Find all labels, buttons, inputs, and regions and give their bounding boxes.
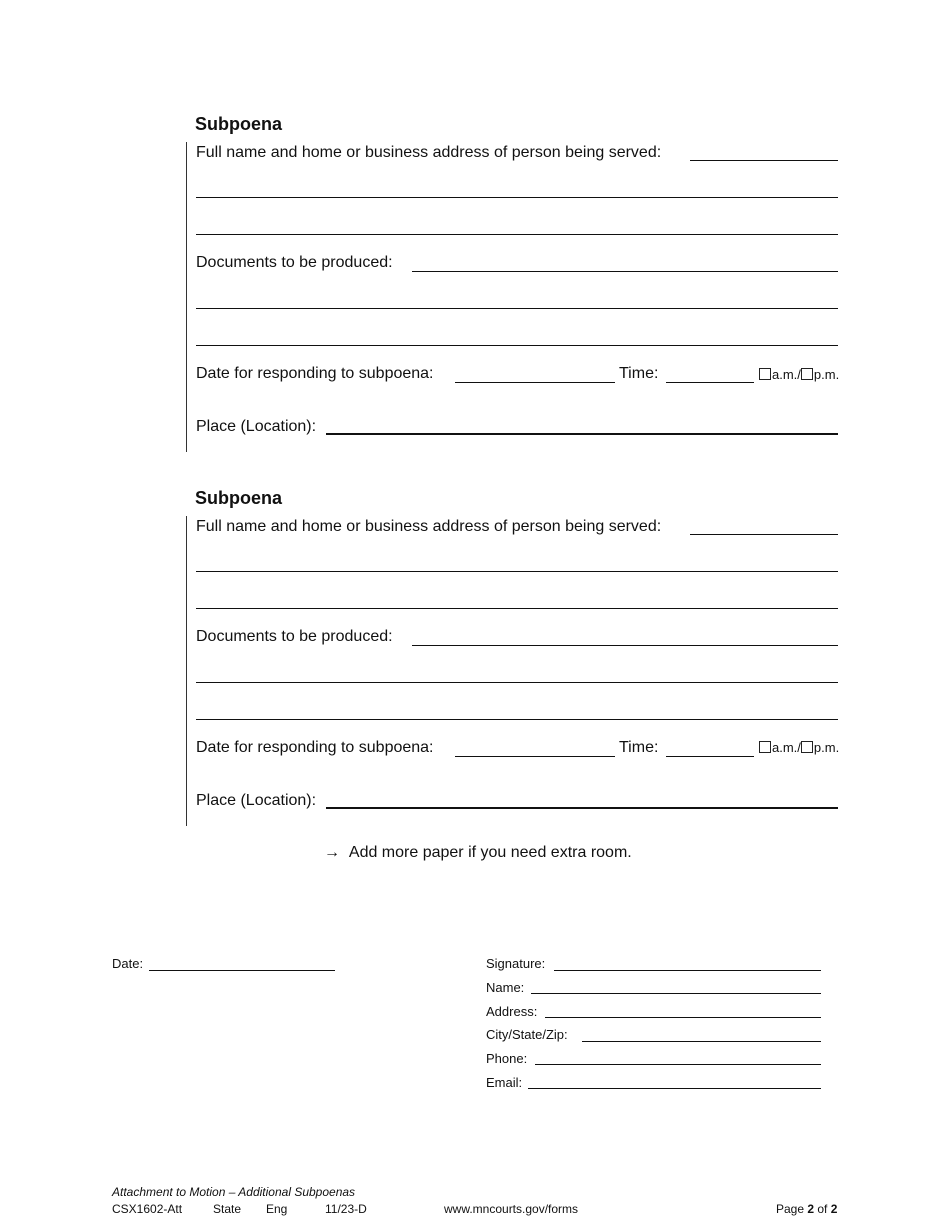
email-label: Email: (486, 1075, 523, 1090)
served-field-line-3[interactable] (196, 234, 838, 235)
served-field-line-3[interactable] (196, 608, 838, 609)
page-of: of (814, 1202, 831, 1216)
date-label: Date: (112, 956, 144, 971)
name-label: Name: (486, 980, 525, 995)
documents-field-line-3[interactable] (196, 345, 838, 346)
phone-field-line[interactable] (535, 1064, 821, 1065)
page-current: 2 (807, 1202, 815, 1216)
footer-website-link[interactable]: www.mncourts.gov/forms (444, 1202, 579, 1216)
city-state-zip-field-line[interactable] (582, 1041, 821, 1042)
pm-checkbox[interactable] (801, 741, 813, 753)
documents-field-line-3[interactable] (196, 719, 838, 720)
signature-field-line[interactable] (554, 970, 821, 971)
am-checkbox[interactable] (759, 741, 771, 753)
am-label: a.m./ (772, 367, 801, 382)
footer-form-title: Attachment to Motion – Additional Subpoenas (112, 1185, 356, 1199)
address-label: Address: (486, 1004, 538, 1019)
documents-label: Documents to be produced: (196, 254, 393, 271)
pm-checkbox[interactable] (801, 368, 813, 380)
served-label: Full name and home or business address of person being served: (196, 518, 662, 535)
am-pm-options (759, 740, 839, 756)
subpoena-heading: Subpoena (195, 114, 283, 134)
served-field-line-2[interactable] (196, 571, 838, 572)
footer-revision: 11/23-D (325, 1202, 367, 1216)
time-field-line[interactable] (666, 756, 754, 757)
email-field-line[interactable] (528, 1088, 821, 1089)
footer-form-code: CSX1602-Att (112, 1202, 183, 1216)
place-label: Place (Location): (196, 418, 317, 435)
served-field-line-1[interactable] (690, 534, 838, 535)
phone-label: Phone: (486, 1051, 528, 1066)
footer-language: Eng (266, 1202, 288, 1216)
time-label: Time: (619, 365, 659, 382)
signature-label: Signature: (486, 956, 546, 971)
section-bar (186, 516, 187, 826)
documents-field-line-2[interactable] (196, 308, 838, 309)
place-field-line[interactable] (326, 433, 838, 435)
place-field-line[interactable] (326, 807, 838, 809)
time-field-line[interactable] (666, 382, 754, 383)
address-field-line[interactable] (545, 1017, 821, 1018)
name-field-line[interactable] (531, 993, 821, 994)
pm-label: p.m. (813, 367, 840, 382)
date-field-line[interactable] (149, 970, 335, 971)
date-label: Date for responding to subpoena: (196, 739, 434, 756)
documents-label: Documents to be produced: (196, 628, 393, 645)
served-label: Full name and home or business address of person being served: (196, 144, 662, 161)
note-text: Add more paper if you need extra room. (348, 844, 632, 861)
served-field-line-1[interactable] (690, 160, 838, 161)
place-label: Place (Location): (196, 792, 317, 809)
time-label: Time: (619, 739, 659, 756)
am-label: a.m./ (772, 740, 801, 755)
am-checkbox[interactable] (759, 368, 771, 380)
subpoena-heading: Subpoena (195, 488, 283, 508)
date-field-line[interactable] (455, 382, 615, 383)
page-prefix: Page (776, 1202, 808, 1216)
pm-label: p.m. (813, 740, 840, 755)
city-state-zip-label: City/State/Zip: (486, 1027, 568, 1042)
date-label: Date for responding to subpoena: (196, 365, 434, 382)
page-total: 2 (830, 1202, 838, 1216)
served-field-line-2[interactable] (196, 197, 838, 198)
arrow-right-icon: → (324, 844, 340, 861)
extra-room-note (324, 843, 632, 863)
section-bar (186, 142, 187, 452)
documents-field-line-1[interactable] (412, 645, 838, 646)
footer-jurisdiction: State (213, 1202, 242, 1216)
footer-page-number (776, 1202, 837, 1217)
documents-field-line-1[interactable] (412, 271, 838, 272)
documents-field-line-2[interactable] (196, 682, 838, 683)
am-pm-options (759, 367, 839, 383)
date-field-line[interactable] (455, 756, 615, 757)
